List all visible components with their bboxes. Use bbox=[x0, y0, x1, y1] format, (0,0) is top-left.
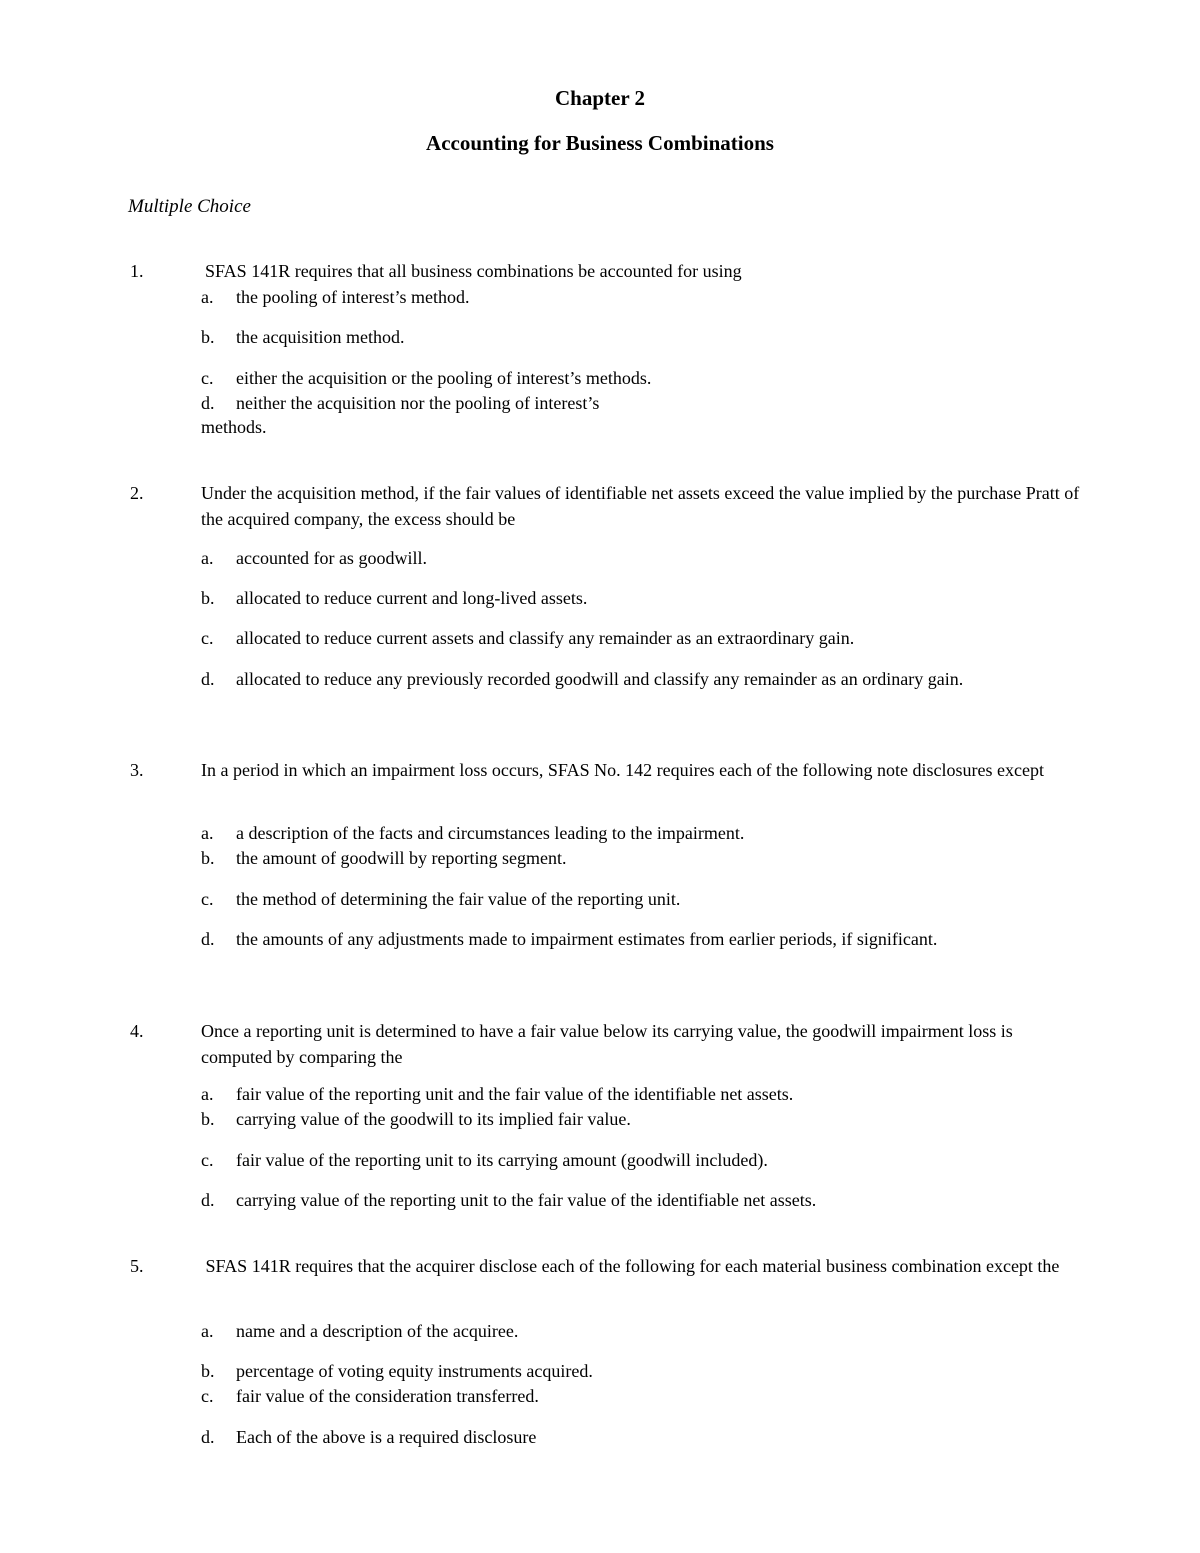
question-text: In a period in which an impairment loss occurs, SFAS No. 142 requires each of the following note disclosures except bbox=[201, 760, 1044, 780]
question-number: 3. bbox=[130, 760, 144, 780]
option-letter: c. bbox=[201, 1386, 214, 1406]
option-letter: a. bbox=[201, 287, 214, 307]
option-a bbox=[201, 821, 1081, 846]
option-text: name and a description of the acquiree. bbox=[236, 1321, 519, 1341]
chapter-title: Chapter 2 bbox=[554, 86, 646, 110]
question-number: 1. bbox=[130, 261, 144, 281]
option-letter: a. bbox=[201, 1084, 214, 1104]
option-text: fair value of the reporting unit to its carrying amount (goodwill included). bbox=[236, 1150, 768, 1170]
question-text: Once a reporting unit is determined to have a fair value below its carrying value, the goodwill impairment loss is computed by comparing the bbox=[201, 1021, 1013, 1067]
option-text: the acquisition method. bbox=[236, 327, 405, 347]
option-text: neither the acquisition nor the pooling of interest’s bbox=[236, 393, 600, 413]
question-text: Under the acquisition method, if the fair values of identifiable net assets exceed the value implied by the purchase Pratt of the acquired company, the excess should be bbox=[201, 483, 1080, 529]
option-d-continuation: methods. bbox=[201, 417, 267, 437]
chapter-subtitle: Accounting for Business Combinations bbox=[426, 131, 774, 155]
option-text: the method of determining the fair value of the reporting unit. bbox=[236, 889, 681, 909]
option-text: carrying value of the goodwill to its implied fair value. bbox=[236, 1109, 631, 1129]
question-text: SFAS 141R requires that the acquirer disclose each of the following for each material business combination except the bbox=[205, 1256, 1060, 1276]
option-text: fair value of the consideration transferred. bbox=[236, 1386, 539, 1406]
option-c bbox=[201, 1384, 1081, 1409]
option-letter: a. bbox=[201, 823, 214, 843]
question-number: 5. bbox=[130, 1256, 144, 1276]
option-text: accounted for as goodwill. bbox=[236, 548, 427, 568]
option-text: allocated to reduce current and long-lived assets. bbox=[236, 588, 588, 608]
question-number: 4. bbox=[130, 1021, 144, 1041]
option-c bbox=[201, 887, 1081, 912]
option-letter: d. bbox=[201, 669, 215, 689]
option-text: a description of the facts and circumstances leading to the impairment. bbox=[236, 823, 745, 843]
option-letter: a. bbox=[201, 1321, 214, 1341]
option-a bbox=[201, 285, 1081, 310]
option-letter: c. bbox=[201, 1150, 214, 1170]
option-b bbox=[201, 325, 1081, 350]
option-letter: b. bbox=[201, 848, 215, 868]
option-b bbox=[201, 846, 1081, 871]
option-a bbox=[201, 546, 1081, 571]
option-letter: c. bbox=[201, 628, 214, 648]
option-b bbox=[201, 1359, 1081, 1384]
option-text: fair value of the reporting unit and the fair value of the identifiable net assets. bbox=[236, 1084, 794, 1104]
option-letter: b. bbox=[201, 1361, 215, 1381]
option-d bbox=[201, 927, 1081, 952]
option-letter: d. bbox=[201, 1190, 215, 1210]
option-a bbox=[201, 1319, 1081, 1344]
option-text: allocated to reduce any previously recorded goodwill and classify any remainder as an ordinary gain. bbox=[236, 669, 964, 689]
question-number: 2. bbox=[130, 483, 144, 503]
option-letter: c. bbox=[201, 889, 214, 909]
option-letter: d. bbox=[201, 393, 215, 413]
question-text: SFAS 141R requires that all business combinations be accounted for using bbox=[205, 261, 742, 281]
option-c bbox=[201, 626, 1081, 651]
option-text: the amounts of any adjustments made to impairment estimates from earlier periods, if significant. bbox=[236, 929, 938, 949]
option-letter: b. bbox=[201, 588, 215, 608]
section-heading: Multiple Choice bbox=[128, 196, 251, 217]
option-letter: b. bbox=[201, 327, 215, 347]
option-text: either the acquisition or the pooling of interest’s methods. bbox=[236, 368, 652, 388]
option-d bbox=[201, 667, 1081, 692]
option-text: allocated to reduce current assets and classify any remainder as an extraordinary gain. bbox=[236, 628, 855, 648]
option-text: the pooling of interest’s method. bbox=[236, 287, 470, 307]
option-c bbox=[201, 366, 1081, 391]
option-text: the amount of goodwill by reporting segment. bbox=[236, 848, 567, 868]
option-text: Each of the above is a required disclosure bbox=[236, 1427, 537, 1447]
option-letter: c. bbox=[201, 368, 214, 388]
option-letter: b. bbox=[201, 1109, 215, 1129]
option-d bbox=[201, 1425, 1081, 1450]
option-b bbox=[201, 586, 1081, 611]
option-d bbox=[201, 1188, 1081, 1213]
option-text: carrying value of the reporting unit to the fair value of the identifiable net assets. bbox=[236, 1190, 817, 1210]
option-c bbox=[201, 1148, 1081, 1173]
option-d bbox=[201, 391, 1081, 416]
option-letter: d. bbox=[201, 1427, 215, 1447]
option-letter: d. bbox=[201, 929, 215, 949]
option-text: percentage of voting equity instruments acquired. bbox=[236, 1361, 593, 1381]
option-b bbox=[201, 1107, 1081, 1132]
option-a bbox=[201, 1082, 1081, 1107]
option-letter: a. bbox=[201, 548, 214, 568]
